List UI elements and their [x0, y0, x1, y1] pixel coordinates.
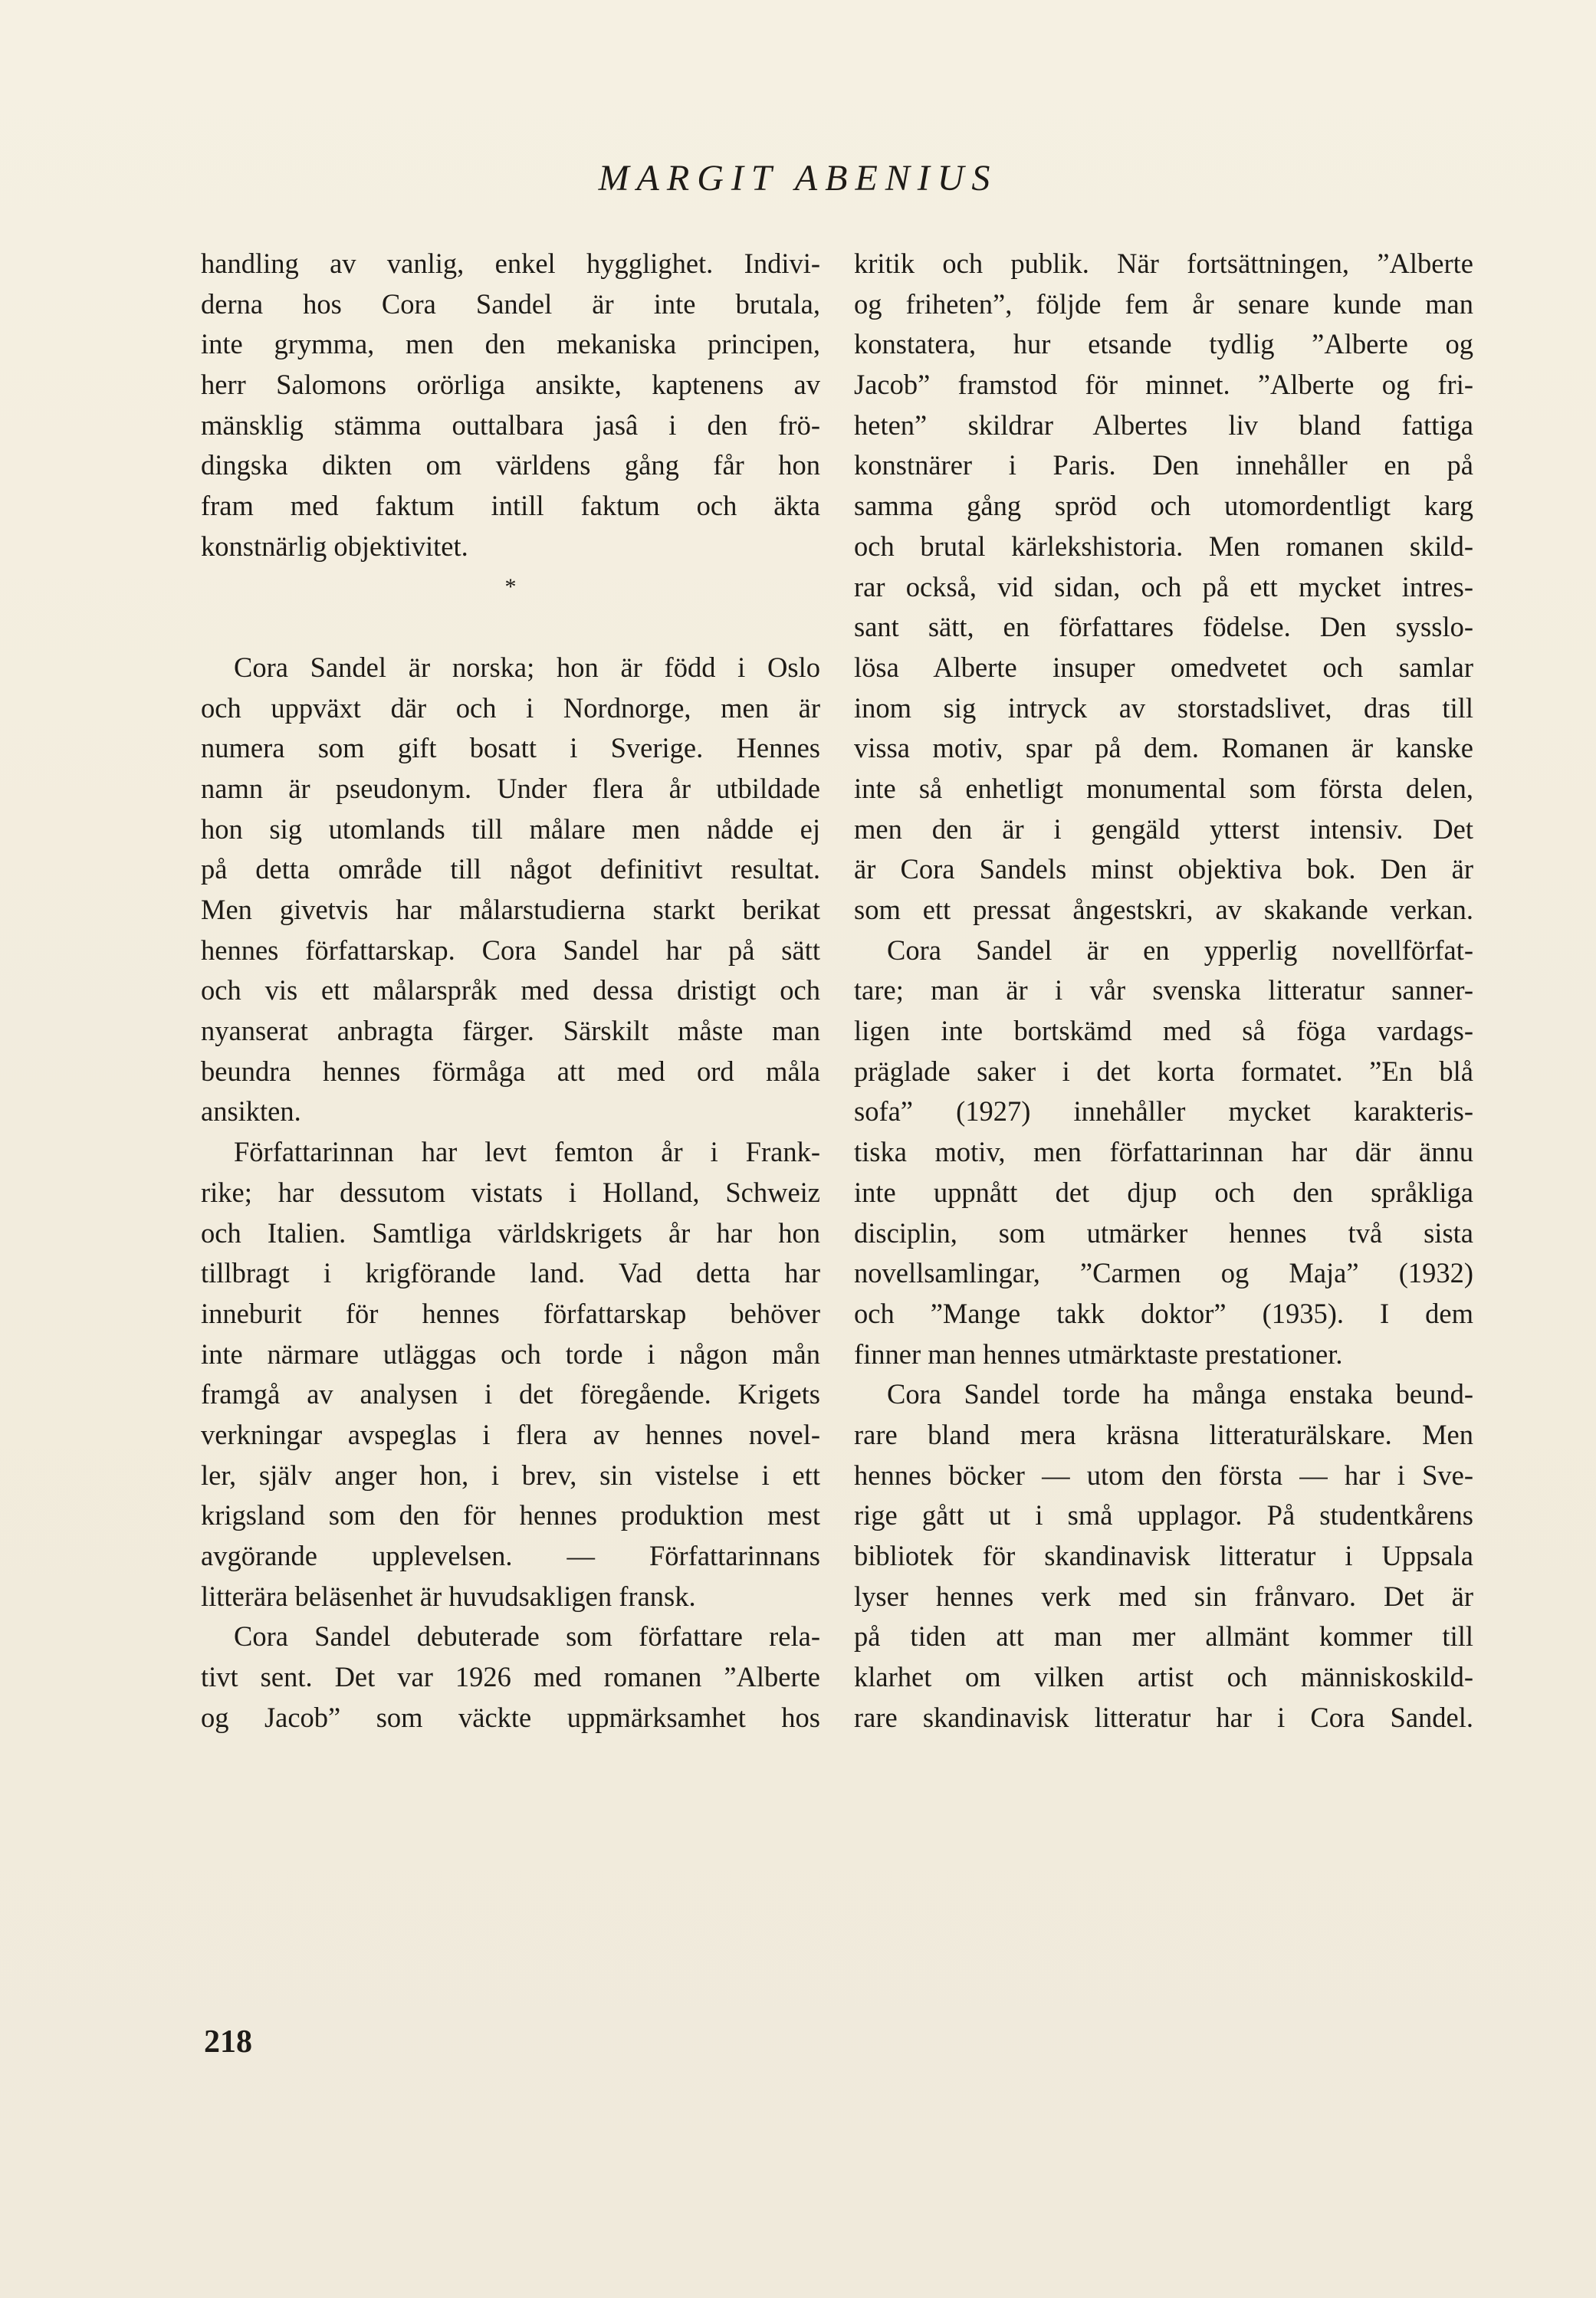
text-line: präglade saker i det korta formatet. ”En blå [854, 1055, 1473, 1087]
text-line: finner man hennes utmärktaste prestationer. [854, 1338, 1343, 1370]
section-gap [201, 607, 820, 648]
text-line: hennes böcker — utom den första — har i Sve- [854, 1459, 1473, 1491]
text-line: dingska dikten om världens gång får hon [201, 449, 820, 481]
text-line: Men givetvis har målarstudierna starkt berikat [201, 894, 820, 925]
text-line: beundra hennes förmåga att med ord måla [201, 1055, 820, 1087]
text-line: litterära beläsenhet är huvudsakligen fransk. [201, 1580, 696, 1612]
text-line: och Italien. Samtliga världskrigets år har hon [201, 1216, 820, 1249]
text-line: och brutal kärlekshistoria. Men romanen skild- [854, 530, 1473, 562]
text-line: verkningar avspeglas i flera av hennes novel- [201, 1418, 820, 1450]
text-line: bibliotek för skandinavisk litteratur i Uppsala [854, 1540, 1473, 1571]
text-line: konstnärer i Paris. Den innehåller en på [854, 449, 1473, 481]
text-line: framgå av analysen i det föregående. Krigets [201, 1378, 820, 1410]
text-line: novellsamlingar, ”Carmen og Maja” (1932) [854, 1257, 1473, 1289]
text-line: rige gått ut i små upplagor. På studentkårens [854, 1499, 1473, 1531]
text-line: ler, själv anger hon, i brev, sin vistelse i ett [201, 1459, 820, 1491]
text-line: inte grymma, men den mekaniska principen, [201, 328, 820, 360]
right-paragraph-1 [854, 244, 1473, 931]
text-line: handling av vanlig, enkel hygglighet. Indivi- [201, 248, 820, 279]
text-line: og Jacob” som väckte uppmärksamhet hos [201, 1701, 820, 1733]
text-line: ansikten. [201, 1095, 301, 1128]
text-line: Cora Sandel debuterade som författare rela- [234, 1620, 820, 1653]
right-paragraph-2 [854, 931, 1473, 1375]
text-line: numera som gift bosatt i Sverige. Hennes [201, 732, 820, 764]
text-line: rar också, vid sidan, och på ett mycket intres- [854, 570, 1473, 602]
text-line: klarhet om vilken artist och människoskild- [854, 1661, 1473, 1693]
text-line: konstatera, hur etsande tydlig ”Alberte og [854, 328, 1473, 360]
text-line: sant sätt, en författares födelse. Den sysslo- [854, 611, 1473, 643]
text-line: herr Salomons orörliga ansikte, kaptenens av [201, 369, 820, 401]
text-line: är Cora Sandels minst objektiva bok. Den är [854, 853, 1473, 885]
text-line: lyser hennes verk med sin frånvaro. Det är [854, 1580, 1473, 1612]
text-line: samma gång spröd och utomordentligt karg [854, 490, 1473, 522]
left-paragraph-1 [201, 244, 820, 567]
text-line: inte så enhetligt monumental som första delen, [854, 772, 1473, 804]
text-line: på detta område till något definitivt resultat. [201, 853, 820, 885]
text-line: konstnärlig objektivitet. [201, 530, 468, 562]
text-line: tare; man är i vår svenska litteratur sanner- [854, 974, 1473, 1006]
text-line: på tiden att man mer allmänt kommer till [854, 1620, 1473, 1653]
text-line: krigsland som den för hennes produktion mest [201, 1499, 820, 1531]
text-line: som ett pressat ångestskri, av skakande verkan. [854, 894, 1473, 925]
text-line: kritik och publik. När fortsättningen, ”Alberte [854, 248, 1473, 279]
text-line: rike; har dessutom vistats i Holland, Schweiz [201, 1176, 820, 1208]
text-line: hon sig utomlands till målare men nådde ej [201, 813, 820, 845]
right-column [854, 244, 1473, 1738]
text-line: tivt sent. Det var 1926 med romanen ”Alberte [201, 1661, 820, 1693]
text-line: og friheten”, följde fem år senare kunde man [854, 287, 1473, 320]
text-line: lösa Alberte insuper omedvetet och samlar [854, 651, 1473, 683]
running-head-title: MARGIT ABENIUS [598, 158, 998, 199]
text-line: namn är pseudonym. Under flera år utbildade [201, 772, 820, 804]
text-line: Författarinnan har levt femton år i Frank- [234, 1136, 820, 1168]
text-line: tillbragt i krigförande land. Vad detta har [201, 1257, 820, 1289]
text-line: avgörande upplevelsen. — Författarinnans [201, 1540, 820, 1571]
page-number: 218 [204, 2024, 252, 2060]
text-line: och vis ett målarspråk med dessa dristigt och [201, 974, 820, 1006]
text-line: nyanserat anbragta färger. Särskilt måste man [201, 1015, 820, 1047]
text-line: inte uppnått det djup och den språkliga [854, 1176, 1473, 1208]
text-line: rare bland mera kräsna litteraturälskare. Men [854, 1418, 1473, 1450]
text-line: inte närmare utläggas och torde i någon mån [201, 1338, 820, 1370]
text-line: inneburit för hennes författarskap behöver [201, 1297, 820, 1329]
text-line: Cora Sandel torde ha många enstaka beund- [887, 1378, 1473, 1410]
text-line: Jacob” framstod för minnet. ”Alberte og fri- [854, 369, 1473, 401]
text-line: och uppväxt där och i Nordnorge, men är [201, 691, 820, 724]
text-line: rare skandinavisk litteratur har i Cora Sandel. [854, 1701, 1473, 1733]
text-line: men den är i gengäld ytterst intensiv. Det [854, 813, 1473, 845]
right-paragraph-3 [854, 1374, 1473, 1738]
left-column [201, 244, 820, 1738]
left-paragraph-3 [201, 1132, 820, 1617]
text-line: och ”Mange takk doktor” (1935). I dem [854, 1297, 1473, 1329]
text-line: mänsklig stämma outtalbara jasâ i den frö- [201, 409, 820, 441]
text-line: ligen inte bortskämd med så föga vardags- [854, 1015, 1473, 1047]
section-separator-asterisk: * [504, 573, 517, 599]
text-line: Cora Sandel är norska; hon är född i Oslo [234, 651, 820, 683]
text-line: fram med faktum intill faktum och äkta [201, 490, 820, 522]
left-paragraph-2 [201, 648, 820, 1132]
text-line: inom sig intryck av storstadslivet, dras till [854, 691, 1473, 724]
text-line: heten” skildrar Albertes liv bland fattiga [854, 409, 1473, 441]
text-line: vissa motiv, spar på dem. Romanen är kanske [854, 732, 1473, 764]
text-line: tiska motiv, men författarinnan har där ännu [854, 1136, 1473, 1168]
text-line: Cora Sandel är en ypperlig novellförfat- [887, 934, 1473, 966]
text-line: derna hos Cora Sandel är inte brutala, [201, 287, 820, 320]
text-line: sofa” (1927) innehåller mycket karakteris- [854, 1095, 1473, 1128]
text-line: hennes författarskap. Cora Sandel har på sätt [201, 934, 820, 966]
left-paragraph-4 [201, 1617, 820, 1738]
text-line: disciplin, som utmärker hennes två sista [854, 1216, 1473, 1249]
